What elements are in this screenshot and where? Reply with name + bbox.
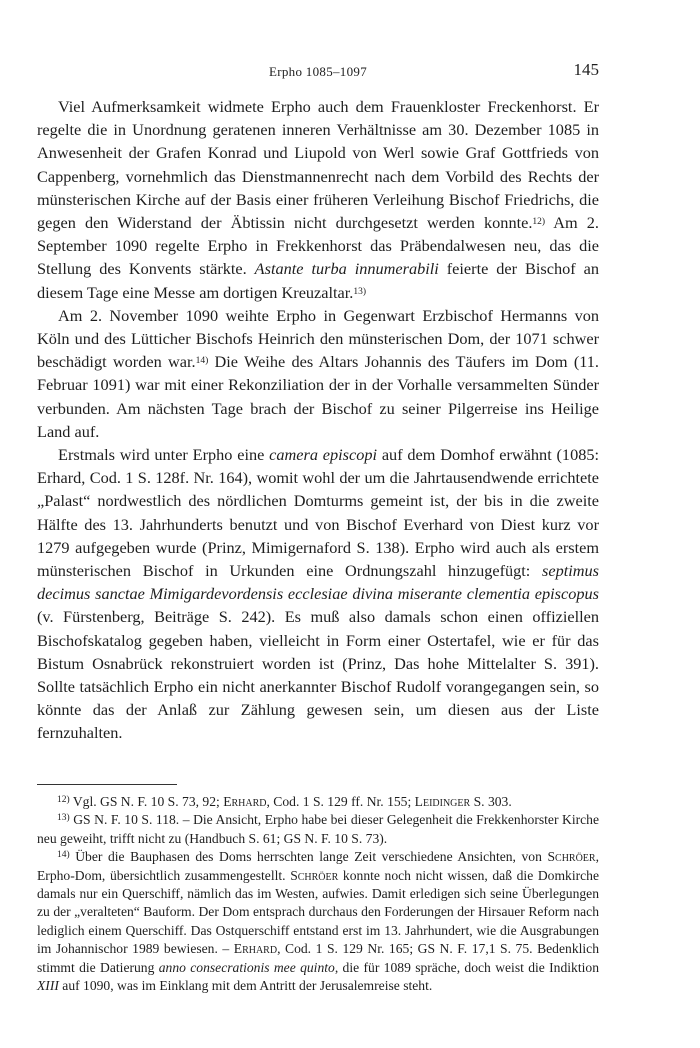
text-run: Die Weihe des Altars Johannis des Täufers im Dom (11. Februar 1091) war mit einer Rekonziliation der in der Vorhalle versammelten Sünder verbunden. Am nächsten Tage brach der Bischof zu seiner Pilgerreise ins Heilige Land auf. [37, 352, 599, 441]
footnote-ref: 12) [532, 217, 546, 228]
italic-text: Astante turba innumerabili [254, 259, 439, 279]
text-run: S. 303. [470, 794, 512, 809]
text-run: feierte der Bischof an diesem Tage eine Messe am dortigen Kreuzaltar. [37, 259, 599, 302]
author-name: Erhard [223, 794, 267, 809]
italic-text: anno consecrationis mee quinto [158, 959, 335, 975]
text-run: Über die Bauphasen des Doms herrschten lange Zeit verschiedene Ansichten, von [69, 849, 548, 865]
author-name: Schröer [290, 867, 339, 883]
footnote [37, 848, 599, 995]
text-run: auf dem Domhof erwähnt (1085: Erhard, Cod. 1 S. 128f. Nr. 164), womit wohl der um die Jahrtausendwende errichtete „Palast“ nordwestlich des nördlichen Domturms gemeint ist, der bis in die zweite Hälfte des 13. Jahrhunderts benutzt und von Bischof Everhard von Diest kurz vor 1279 aufgegeben wurde (Prinz, Mimigernaford S. 138). Erpho wird auch als erstem münsterischen Bischof in Urkunden eine Ordnungszahl hinzugefügt: [37, 445, 600, 581]
italic-text: XIII [37, 978, 59, 994]
footnote-ref: 13) [353, 286, 367, 297]
text-run: Viel Aufmerksamkeit widmete Erpho auch dem Frauenkloster Freckenhorst. Er regelte die in Unordnung geratenen inneren Verhältnisse am 30. Dezember 1085 in Anwesenheit der Grafen Konrad und Liupold von Werl sowie Graf Gottfrieds von Cappenberg, vornehmlich das Dienstmannenrecht nach dem Vorbild des Rechts der münsterischen Kirche auf der Basis einer früheren Verleihung Bischof Friedrichs, die gegen den Widerstand der Äbtissin nicht durchgesetzt werden konnte. [37, 97, 599, 233]
paragraph [37, 443, 599, 745]
text-run: GS N. F. 10 S. 118. – Die Ansicht, Erpho habe bei dieser Gelegenheit die Frekkenhorster Kirche neu geweiht, trifft nicht zu (Handbuch S. 61; GS N. F. 10 S. 73). [37, 812, 599, 846]
text-run: auf 1090, was im Einklang mit dem Antritt der Jerusalemreise steht. [58, 978, 433, 994]
author-name: Erhard [233, 941, 278, 957]
text-run: Am 2. September 1090 regelte Erpho in Frekkenhorst das Präbendalwesen neu, das die Stellung des Konvents stärkte. [37, 213, 599, 279]
paragraph [37, 95, 599, 304]
text-run: (v. Fürstenberg, Beiträge S. 242). Es muß also damals schon einen offiziellen Bischofskatalog gegeben haben, vielleicht in Form einer Ostertafel, wie er für das Bistum Osnabrück rekonstruiert worden ist (Prinz, Das hohe Mittelalter S. 391). Sollte tatsächlich Erpho ein nicht anerkannter Bischof Rudolf vorangegangen sein, so könnte das der Anlaß zur Zählung gewesen sein, um diesen aus der Liste fernzuhalten. [37, 607, 599, 743]
footnote [37, 793, 599, 811]
text-run: Am 2. November 1090 weihte Erpho in Gegenwart Erzbischof Hermanns von Köln und des Lütticher Bischofs Heinrich den münsterischen Dom, der 1071 schwer beschädigt worden war. [37, 305, 599, 372]
footnote-ref: 14) [195, 356, 209, 367]
footnote-ref: 12) [57, 795, 70, 805]
text-run: , Cod. 1 S. 129 ff. Nr. 155; [266, 794, 415, 809]
footnote [37, 811, 599, 848]
author-name: Schröer [547, 849, 596, 865]
footnote-separator [37, 784, 177, 785]
page-number: 145 [573, 60, 599, 79]
author-name: Leidinger [414, 794, 471, 809]
paragraph [37, 304, 599, 443]
text-run: Vgl. GS N. F. 10 S. 73, 92; [69, 794, 224, 809]
page-header [37, 60, 599, 82]
text-run: , Cod. 1 S. 129 Nr. 165; GS N. F. 17,1 S. 75. Bedenklich stimmt die Datierung [37, 941, 599, 975]
text-run: , Erpho-Dom, übersichtlich zusammengestellt. [37, 849, 599, 883]
italic-text: camera episcopi [269, 445, 378, 465]
main-text [37, 95, 599, 745]
text-run: Erstmals wird unter Erpho eine [58, 445, 270, 465]
italic-text: septimus decimus sanctae Mimigardevordensis ecclesiae divina miserante clementia episcopus [37, 561, 599, 604]
footnote-ref: 14) [57, 850, 70, 861]
footnotes [37, 793, 599, 995]
text-run: konnte noch nicht wissen, daß die Domkirche damals nur ein Querschiff, nämlich das im Westen, aufwies. Damit erledigen sich seine Überlegungen zu der „veralteten“ Bauform. Der Dom entsprach durchaus den Forderungen der Hirsauer Reform nach lediglich einem Querschiff. Das Ostquerschiff entstand erst im 13. Jahrhundert, wie die Ausgrabungen im Johannischor 1989 bewiesen. – [37, 867, 599, 957]
running-head: Erpho 1085–1097 [268, 64, 368, 79]
text-run: , die für 1089 spräche, doch weist die Indiktion [334, 959, 599, 975]
footnote-ref: 13) [57, 813, 70, 824]
